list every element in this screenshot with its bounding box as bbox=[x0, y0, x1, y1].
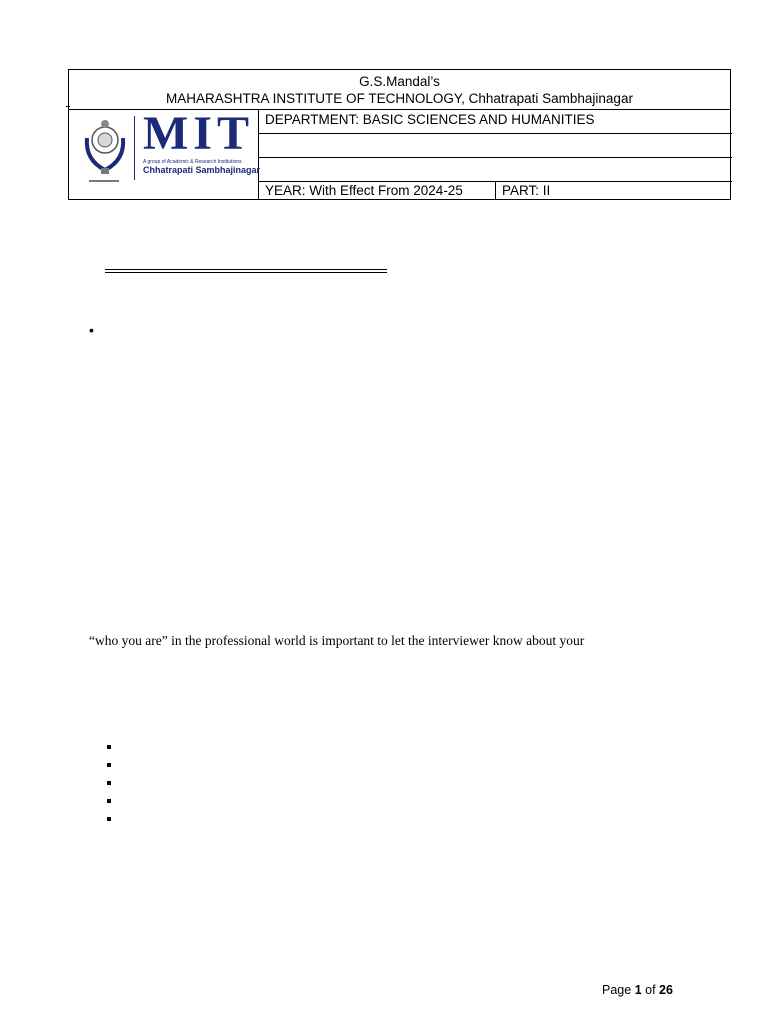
page-number bbox=[602, 983, 673, 997]
heading-rule-bottom bbox=[105, 272, 387, 273]
list-item bbox=[107, 781, 111, 785]
part-cell: PART: II bbox=[502, 183, 551, 198]
department-cell: DEPARTMENT: BASIC SCIENCES AND HUMANITIES bbox=[259, 110, 732, 134]
header-title-cell bbox=[69, 70, 730, 110]
body-paragraph: “who you are” in the professional world is important to let the interviewer know about your bbox=[89, 633, 585, 648]
institute-name: MAHARASHTRA INSTITUTE OF TECHNOLOGY, Chhatrapati Sambhajinagar bbox=[166, 91, 633, 106]
margin-tick bbox=[66, 106, 70, 107]
page-current: 1 bbox=[634, 983, 642, 997]
header-empty-row-2 bbox=[259, 158, 732, 182]
page-of: of bbox=[645, 983, 656, 997]
list-item bbox=[107, 745, 111, 749]
logo-cell bbox=[69, 107, 261, 200]
list-item bbox=[107, 799, 111, 803]
logo-tagline: A group of Academic & Research Institutions bbox=[143, 159, 242, 165]
year-part-row bbox=[259, 182, 732, 200]
heading-rule-top bbox=[105, 269, 387, 270]
header-empty-row-1 bbox=[259, 134, 732, 158]
logo-divider bbox=[134, 116, 135, 180]
institute-emblem-icon bbox=[81, 116, 129, 178]
list-item bbox=[107, 763, 111, 767]
society-name: G.S.Mandal’s bbox=[359, 74, 440, 89]
page-total: 26 bbox=[659, 983, 673, 997]
page-label: Page bbox=[602, 983, 632, 997]
header-table bbox=[68, 69, 731, 200]
list-item bbox=[107, 817, 111, 821]
mit-logo-text: MIT bbox=[143, 107, 254, 160]
emblem-caption bbox=[89, 180, 119, 182]
year-cell: YEAR: With Effect From 2024-25 bbox=[259, 182, 496, 200]
logo-city: Chhatrapati Sambhajinagar bbox=[143, 165, 261, 175]
bullet-point: • bbox=[89, 322, 94, 338]
